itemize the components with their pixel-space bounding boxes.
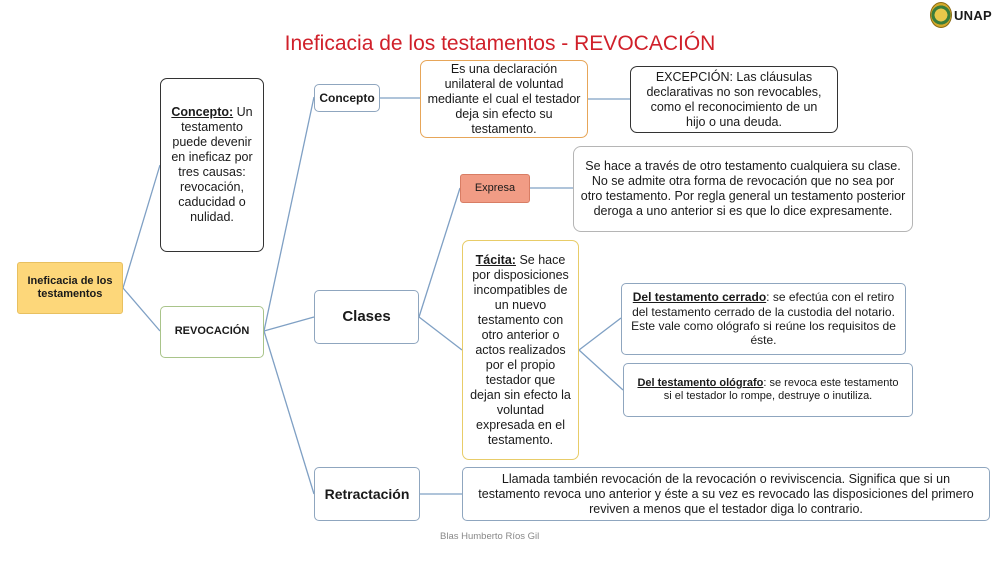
connector-root-concepto: [123, 165, 160, 288]
slide-title: Ineficacia de los testamentos - REVOCACIÓN: [284, 32, 716, 55]
node-concepto-left-label: Concepto:: [171, 105, 234, 119]
node-olografo-text: : se revoca este testamento si el testador lo rompe, destruye o inutiliza.: [663, 376, 899, 402]
connector-root-revocacion: [123, 288, 160, 331]
author-credit: Blas Humberto Ríos Gil: [440, 531, 540, 542]
node-olografo-label: Del testamento ológrafo: [637, 376, 764, 389]
node-concepto-def: Es una declaración unilateral de voluntad mediante el cual el testador deja sin efecto su testamento.: [420, 60, 588, 138]
node-root: Ineficacia de los testamentos: [17, 262, 123, 314]
node-concepto-left: [160, 78, 264, 252]
connector-revocacion-retractacion: [264, 331, 314, 494]
node-tacita-label: Tácita:: [475, 252, 516, 267]
node-cerrado: [621, 283, 906, 355]
node-expresa: Expresa: [460, 174, 530, 203]
node-cerrado-content: [630, 290, 897, 348]
connector-clases-tacita: [419, 317, 462, 350]
node-concepto-left-text: Un testamento puede devenir en ineficaz por tres causas: revocación, caducidad o nulidad.: [171, 105, 253, 224]
university-seal-icon: [930, 2, 952, 28]
connector-revocacion-concepto: [264, 97, 314, 331]
logo: [930, 2, 992, 28]
node-concepto-left-content: [165, 105, 259, 225]
logo-text: UNAP: [953, 7, 992, 23]
node-clases: Clases: [314, 290, 419, 344]
node-expresa-def: Se hace a través de otro testamento cualquiera su clase. No se admite otra forma de revocación que no sea por otro testamento. Por regla general un testamento posterior deroga a uno anterior si es que lo dice expresamente.: [573, 146, 913, 232]
node-concepto: Concepto: [314, 84, 380, 112]
connector-tacita-olografo: [579, 350, 623, 390]
connector-clases-expresa: [419, 188, 460, 317]
node-olografo: [623, 363, 913, 417]
connector-tacita-cerrado: [579, 318, 621, 350]
node-retractacion: Retractación: [314, 467, 420, 521]
node-cerrado-text: : se efectúa con el retiro del testamento cerrado de la custodia del notario. Este vale como ológrafo si reúne los requisitos de éste.: [631, 290, 896, 348]
connector-revocacion-clases: [264, 317, 314, 331]
node-tacita: [462, 240, 579, 460]
node-tacita-text: Se hace por disposiciones incompatibles de un nuevo testamento con otro anterior o actos realizados por el propio testador que dejan sin efecto la voluntad expresada en el testamento.: [470, 252, 571, 447]
node-retractacion-def: Llamada también revocación de la revocación o reviviscencia. Significa que si un testamento revoca uno anterior y éste a su vez es revocado las disposiciones del primero reviven a menos que el testador diga lo contrario.: [462, 467, 990, 521]
node-tacita-content: [469, 253, 572, 448]
node-excepcion: EXCEPCIÓN: Las cláusulas declarativas no son revocables, como el reconocimiento de un hijo o una deuda.: [630, 66, 838, 133]
node-olografo-content: [632, 377, 904, 403]
node-revocacion: REVOCACIÓN: [160, 306, 264, 358]
node-cerrado-label: Del testamento cerrado: [632, 290, 767, 305]
